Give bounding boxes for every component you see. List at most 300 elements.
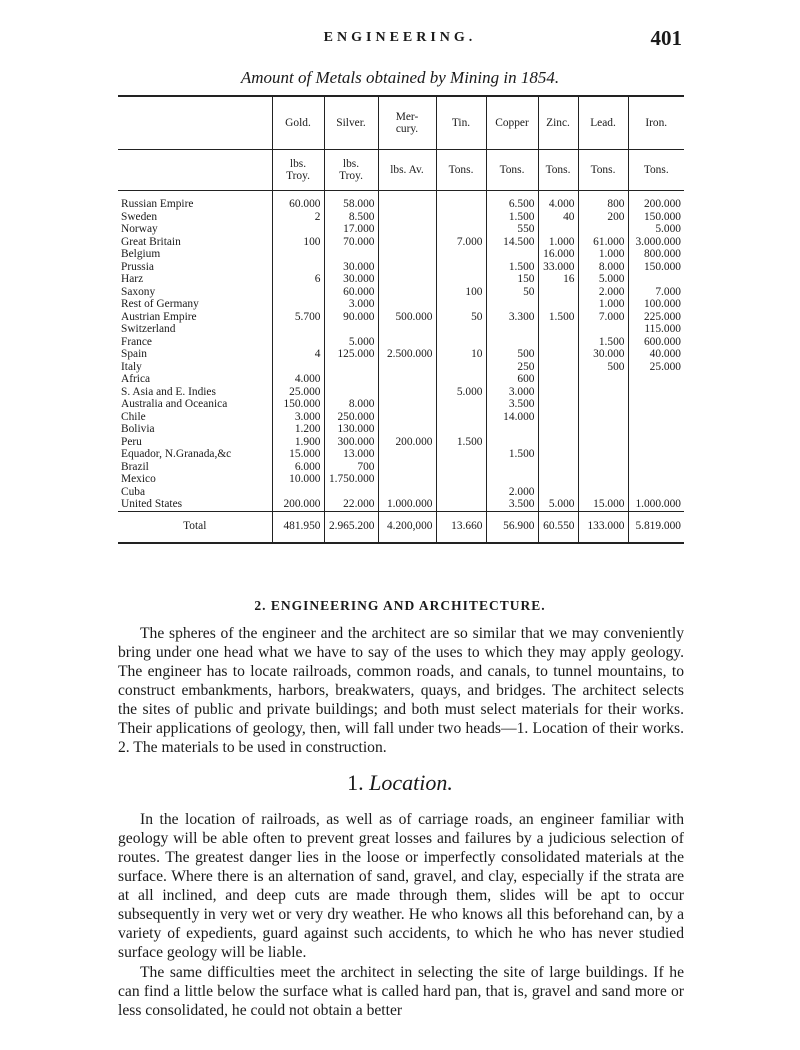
- value-cell: [272, 286, 324, 299]
- value-cell: [538, 448, 578, 461]
- value-cell: [538, 223, 578, 236]
- value-cell: [538, 286, 578, 299]
- total-value-cell: 4.200,000: [378, 511, 436, 543]
- value-cell: 130.000: [324, 423, 378, 436]
- value-cell: [538, 361, 578, 374]
- value-cell: 16.000: [538, 248, 578, 261]
- spacer-cell: [486, 191, 538, 199]
- value-cell: [628, 423, 684, 436]
- value-cell: [378, 223, 436, 236]
- value-cell: 125.000: [324, 348, 378, 361]
- value-cell: 7.000: [628, 286, 684, 299]
- unit-header-3: Tons.: [436, 150, 486, 191]
- metal-header-row: [118, 96, 684, 150]
- value-cell: [486, 336, 538, 349]
- value-cell: [378, 386, 436, 399]
- metal-header-6: Lead.: [578, 96, 628, 150]
- value-cell: 5.000: [538, 498, 578, 511]
- table-body: [118, 191, 684, 543]
- metal-header-4: Copper: [486, 96, 538, 150]
- country-cell: Great Britain: [121, 235, 181, 248]
- country-cell: Equador, N.Granada,&c: [121, 448, 232, 460]
- table-row: [118, 286, 684, 299]
- value-cell: 33.000: [538, 261, 578, 274]
- total-value-cell: 60.550: [538, 511, 578, 543]
- value-cell: [578, 423, 628, 436]
- value-cell: [272, 223, 324, 236]
- table-row: [118, 223, 684, 236]
- unit-header-1: lbs. Troy.: [324, 150, 378, 191]
- value-cell: 8.500: [324, 211, 378, 224]
- value-cell: [324, 386, 378, 399]
- value-cell: [436, 461, 486, 474]
- value-cell: [324, 373, 378, 386]
- country-cell: Belgium: [121, 248, 161, 260]
- value-cell: [486, 473, 538, 486]
- value-cell: [272, 323, 324, 336]
- table-row: [118, 236, 684, 249]
- value-cell: [378, 273, 436, 286]
- value-cell: [486, 436, 538, 449]
- metal-header-7: Iron.: [628, 96, 684, 150]
- table-row: [118, 411, 684, 424]
- unit-stub: [118, 150, 272, 191]
- value-cell: [378, 448, 436, 461]
- value-cell: [436, 323, 486, 336]
- value-cell: [538, 398, 578, 411]
- value-cell: 25.000: [628, 361, 684, 374]
- spacer-cell: [578, 191, 628, 199]
- page-number: 401: [650, 26, 682, 50]
- unit-header-4: Tons.: [486, 150, 538, 191]
- value-cell: 1.500: [486, 261, 538, 274]
- value-cell: 30.000: [578, 348, 628, 361]
- subsection-number: 1.: [347, 770, 364, 795]
- value-cell: 150.000: [628, 211, 684, 224]
- value-cell: 3.000: [486, 386, 538, 399]
- value-cell: 4: [272, 348, 324, 361]
- value-cell: 5.000: [436, 386, 486, 399]
- value-cell: 3.300: [486, 311, 538, 324]
- value-cell: [436, 423, 486, 436]
- value-cell: 17.000: [324, 223, 378, 236]
- value-cell: 10.000: [272, 473, 324, 486]
- value-cell: [272, 298, 324, 311]
- country-cell: Sweden: [121, 210, 158, 223]
- value-cell: 550: [486, 223, 538, 236]
- subsection-title: Location.: [369, 770, 453, 795]
- metals-table: [118, 95, 684, 544]
- total-value-cell: 13.660: [436, 511, 486, 543]
- value-cell: 1.500: [486, 448, 538, 461]
- country-cell: France: [121, 335, 152, 348]
- value-cell: [578, 373, 628, 386]
- value-cell: [538, 323, 578, 336]
- value-cell: [578, 461, 628, 474]
- spacer-cell: [378, 191, 436, 199]
- value-cell: 800: [578, 198, 628, 211]
- country-cell: Brazil: [121, 460, 149, 473]
- value-cell: [538, 461, 578, 474]
- value-cell: 10: [436, 348, 486, 361]
- country-cell: United States: [121, 498, 183, 510]
- value-cell: 7.000: [578, 311, 628, 324]
- value-cell: [378, 261, 436, 274]
- value-cell: 14.000: [486, 411, 538, 424]
- value-cell: [436, 248, 486, 261]
- value-cell: [378, 236, 436, 249]
- country-cell: Prussia: [121, 260, 154, 273]
- value-cell: [436, 373, 486, 386]
- value-cell: [378, 286, 436, 299]
- value-cell: [628, 448, 684, 461]
- value-cell: [378, 248, 436, 261]
- value-cell: [272, 486, 324, 499]
- unit-header-5: Tons.: [538, 150, 578, 191]
- table-row: [118, 298, 684, 311]
- country-cell: Spain: [121, 348, 147, 360]
- value-cell: 3.500: [486, 398, 538, 411]
- value-cell: [628, 461, 684, 474]
- country-cell: Saxony: [121, 285, 156, 298]
- country-cell: Norway: [121, 223, 158, 235]
- value-cell: [486, 298, 538, 311]
- value-cell: 6.500: [486, 198, 538, 211]
- value-cell: 600: [486, 373, 538, 386]
- value-cell: 1.200: [272, 423, 324, 436]
- value-cell: [436, 223, 486, 236]
- value-cell: 1.500: [486, 211, 538, 224]
- value-cell: 200.000: [378, 436, 436, 449]
- value-cell: 115.000: [628, 323, 684, 336]
- country-cell: Mexico: [121, 473, 156, 485]
- value-cell: 8.000: [324, 398, 378, 411]
- value-cell: [578, 486, 628, 499]
- value-cell: [538, 411, 578, 424]
- table-row: [118, 211, 684, 224]
- table-row: [118, 398, 684, 411]
- unit-header-row: [118, 150, 684, 191]
- metals-table-wrap: [118, 95, 684, 544]
- value-cell: [436, 361, 486, 374]
- value-cell: [486, 323, 538, 336]
- value-cell: [486, 248, 538, 261]
- value-cell: [628, 373, 684, 386]
- value-cell: [578, 411, 628, 424]
- country-cell: Harz: [121, 273, 144, 285]
- table-caption: Amount of Metals obtained by Mining in 1854.: [240, 68, 560, 87]
- value-cell: 50: [486, 286, 538, 299]
- country-cell: Chile: [121, 410, 146, 423]
- value-cell: 1.500: [436, 436, 486, 449]
- value-cell: [436, 486, 486, 499]
- value-cell: [538, 336, 578, 349]
- total-value-cell: 56.900: [486, 511, 538, 543]
- value-cell: 500: [486, 348, 538, 361]
- value-cell: 3.000: [324, 298, 378, 311]
- metal-header-3: Tin.: [436, 96, 486, 150]
- value-cell: [628, 398, 684, 411]
- value-cell: [436, 298, 486, 311]
- value-cell: 150: [486, 273, 538, 286]
- value-cell: [436, 261, 486, 274]
- value-cell: 3.000: [272, 411, 324, 424]
- value-cell: [324, 248, 378, 261]
- value-cell: [378, 461, 436, 474]
- value-cell: [628, 436, 684, 449]
- table-row: [118, 486, 684, 499]
- value-cell: 16: [538, 273, 578, 286]
- value-cell: [538, 423, 578, 436]
- value-cell: 3.000.000: [628, 236, 684, 249]
- value-cell: 1.000.000: [628, 498, 684, 511]
- value-cell: 40: [538, 211, 578, 224]
- value-cell: 1.000: [578, 248, 628, 261]
- value-cell: 1.000: [538, 236, 578, 249]
- metal-header-0: Gold.: [272, 96, 324, 150]
- table-row: [118, 436, 684, 449]
- country-cell: Russian Empire: [121, 198, 194, 210]
- value-cell: 500: [578, 361, 628, 374]
- country-cell: Austrian Empire: [121, 310, 197, 323]
- value-cell: 2.000: [578, 286, 628, 299]
- table-row: [118, 373, 684, 386]
- total-label: Total: [118, 511, 272, 543]
- value-cell: 70.000: [324, 236, 378, 249]
- value-cell: [436, 411, 486, 424]
- value-cell: 500.000: [378, 311, 436, 324]
- value-cell: [272, 361, 324, 374]
- table-row: [118, 423, 684, 436]
- paragraph-spheres: The spheres of the engineer and the architect are so similar that we may conveniently bring under one head what we have to say of the uses to which they may apply geology. The engineer has to locate railroads, common roads, and canals, to tunnel mountains, to construct embankments, harbors, breakwaters, quays, and bridges. The architect selects the sites of public and private buildings; and both must select materials for their works. Their applications of geology, then, will fall under two heads—1. Location of their works. 2. The materials to be used in construction.: [118, 625, 684, 756]
- country-cell: S. Asia and E. Indies: [121, 385, 216, 398]
- value-cell: 2: [272, 211, 324, 224]
- value-cell: [378, 336, 436, 349]
- table-row: [118, 261, 684, 274]
- value-cell: 200.000: [628, 198, 684, 211]
- spacer-cell: [272, 191, 324, 199]
- value-cell: [436, 211, 486, 224]
- value-cell: [436, 498, 486, 511]
- value-cell: [436, 473, 486, 486]
- value-cell: [378, 373, 436, 386]
- value-cell: [578, 223, 628, 236]
- value-cell: [436, 336, 486, 349]
- value-cell: [378, 411, 436, 424]
- value-cell: [538, 373, 578, 386]
- value-cell: [436, 273, 486, 286]
- subsection-heading: [0, 770, 800, 796]
- value-cell: [378, 361, 436, 374]
- value-cell: 6: [272, 273, 324, 286]
- value-cell: [436, 198, 486, 211]
- value-cell: 58.000: [324, 198, 378, 211]
- table-row: [118, 273, 684, 286]
- spacer-cell: [538, 191, 578, 199]
- total-row: [118, 511, 684, 543]
- value-cell: [538, 473, 578, 486]
- table-row: [118, 448, 684, 461]
- value-cell: [486, 423, 538, 436]
- value-cell: 30.000: [324, 261, 378, 274]
- country-cell: Italy: [121, 360, 142, 373]
- spacer-cell: [436, 191, 486, 199]
- value-cell: 150.000: [272, 398, 324, 411]
- value-cell: [538, 436, 578, 449]
- value-cell: [272, 336, 324, 349]
- value-cell: [378, 473, 436, 486]
- table-row: [118, 473, 684, 486]
- total-value-cell: 481.950: [272, 511, 324, 543]
- value-cell: 30.000: [324, 273, 378, 286]
- country-cell: Switzerland: [121, 323, 176, 335]
- value-cell: 13.000: [324, 448, 378, 461]
- value-cell: 8.000: [578, 261, 628, 274]
- value-cell: [628, 273, 684, 286]
- value-cell: [378, 423, 436, 436]
- unit-header-7: Tons.: [628, 150, 684, 191]
- spacer-cell: [324, 191, 378, 199]
- value-cell: [578, 448, 628, 461]
- value-cell: [436, 448, 486, 461]
- value-cell: [378, 486, 436, 499]
- value-cell: 700: [324, 461, 378, 474]
- value-cell: [538, 386, 578, 399]
- section-heading: 2. ENGINEERING AND ARCHITECTURE.: [254, 598, 546, 613]
- value-cell: [538, 298, 578, 311]
- value-cell: 100: [272, 236, 324, 249]
- running-title: ENGINEERING.: [323, 30, 477, 45]
- table-row: [118, 348, 684, 361]
- table-row: [118, 248, 684, 261]
- value-cell: 200.000: [272, 498, 324, 511]
- spacer-cell: [628, 191, 684, 199]
- value-cell: [628, 473, 684, 486]
- value-cell: 2.500.000: [378, 348, 436, 361]
- value-cell: 5.000: [578, 273, 628, 286]
- unit-header-2: lbs. Av.: [378, 150, 436, 191]
- value-cell: [324, 323, 378, 336]
- value-cell: [578, 436, 628, 449]
- value-cell: [628, 486, 684, 499]
- country-cell: Rest of Germany: [121, 298, 199, 310]
- value-cell: [378, 198, 436, 211]
- table-row: [118, 461, 684, 474]
- value-cell: 60.000: [272, 198, 324, 211]
- value-cell: 15.000: [578, 498, 628, 511]
- header-stub: [118, 96, 272, 150]
- unit-header-0: lbs. Troy.: [272, 150, 324, 191]
- spacer-row: [118, 191, 684, 199]
- metal-header-5: Zinc.: [538, 96, 578, 150]
- unit-header-6: Tons.: [578, 150, 628, 191]
- value-cell: 600.000: [628, 336, 684, 349]
- value-cell: 40.000: [628, 348, 684, 361]
- value-cell: 90.000: [324, 311, 378, 324]
- value-cell: 1.000: [578, 298, 628, 311]
- country-cell: Australia and Oceanica: [121, 398, 228, 410]
- table-row: [118, 336, 684, 349]
- value-cell: 1.000.000: [378, 498, 436, 511]
- metal-header-2: Mer- cury.: [378, 96, 436, 150]
- table-row: [118, 386, 684, 399]
- value-cell: 25.000: [272, 386, 324, 399]
- value-cell: [578, 398, 628, 411]
- country-cell: Africa: [121, 373, 151, 385]
- value-cell: [628, 411, 684, 424]
- table-row: [118, 361, 684, 374]
- value-cell: [378, 323, 436, 336]
- value-cell: 15.000: [272, 448, 324, 461]
- value-cell: [486, 461, 538, 474]
- value-cell: 5.000: [324, 336, 378, 349]
- value-cell: [378, 398, 436, 411]
- table-row: [118, 198, 684, 211]
- value-cell: 200: [578, 211, 628, 224]
- table-row: [118, 498, 684, 511]
- value-cell: 5.700: [272, 311, 324, 324]
- value-cell: [378, 298, 436, 311]
- value-cell: 7.000: [436, 236, 486, 249]
- value-cell: [324, 486, 378, 499]
- value-cell: 250: [486, 361, 538, 374]
- total-value-cell: 133.000: [578, 511, 628, 543]
- value-cell: 14.500: [486, 236, 538, 249]
- total-value-cell: 5.819.000: [628, 511, 684, 543]
- metal-header-1: Silver.: [324, 96, 378, 150]
- paragraph-railroads: In the location of railroads, as well as of carriage roads, an engineer familiar with geology will be able often to prevent great losses and failures by a judicious selection of routes. The greatest danger lies in the loose or imperfectly consolidated materials at the surface. Where there is an alternation of sand, gravel, and clay, especially if the strata are at all inclined, and deep cuts are made through them, slides will be apt to occur subsequently in very wet or very dry weather. He who knows all this beforehand can, by a variety of expedients, guard against such accidents, to which he who has never studied surface geology will be liable.: [118, 811, 684, 961]
- value-cell: [538, 486, 578, 499]
- value-cell: [538, 348, 578, 361]
- value-cell: [436, 398, 486, 411]
- country-cell: Peru: [121, 435, 142, 448]
- value-cell: 61.000: [578, 236, 628, 249]
- value-cell: 150.000: [628, 261, 684, 274]
- value-cell: 50: [436, 311, 486, 324]
- total-value-cell: 2.965.200: [324, 511, 378, 543]
- value-cell: [324, 361, 378, 374]
- value-cell: 3.500: [486, 498, 538, 511]
- value-cell: [272, 248, 324, 261]
- value-cell: [578, 473, 628, 486]
- value-cell: [378, 211, 436, 224]
- value-cell: [578, 386, 628, 399]
- value-cell: 1.500: [538, 311, 578, 324]
- value-cell: [272, 261, 324, 274]
- paragraph-buildings: The same difficulties meet the architect in selecting the site of large buildings. If he can find a little below the surface what is called hard pan, that is, gravel and sand more or less consolidated, he could not obtain a better: [118, 964, 684, 1019]
- value-cell: 6.000: [272, 461, 324, 474]
- value-cell: 250.000: [324, 411, 378, 424]
- value-cell: 60.000: [324, 286, 378, 299]
- value-cell: [628, 386, 684, 399]
- value-cell: 100.000: [628, 298, 684, 311]
- value-cell: 22.000: [324, 498, 378, 511]
- table-row: [118, 311, 684, 324]
- table-row: [118, 323, 684, 336]
- value-cell: 1.900: [272, 436, 324, 449]
- value-cell: 2.000: [486, 486, 538, 499]
- value-cell: 800.000: [628, 248, 684, 261]
- value-cell: [578, 323, 628, 336]
- country-cell: Bolivia: [121, 423, 155, 435]
- running-head: [0, 26, 800, 50]
- value-cell: 1.750.000: [324, 473, 378, 486]
- country-cell: Cuba: [121, 485, 146, 498]
- value-cell: 1.500: [578, 336, 628, 349]
- value-cell: 225.000: [628, 311, 684, 324]
- spacer-cell: [118, 191, 272, 199]
- value-cell: 4.000: [272, 373, 324, 386]
